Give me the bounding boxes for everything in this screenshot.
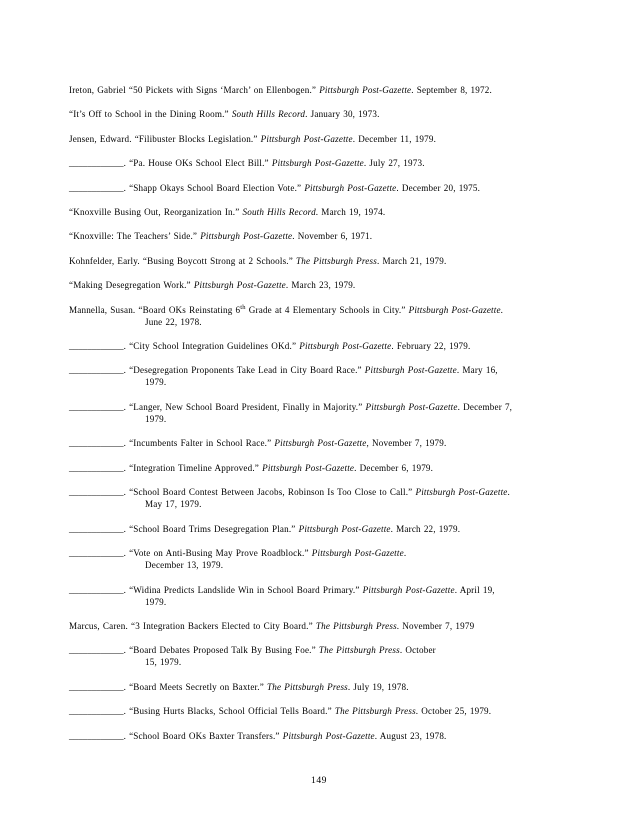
entry-source: South Hills Record <box>231 109 306 120</box>
entry-title: . “Integration Timeline Approved.” <box>123 462 263 473</box>
repeated-author-dash: ____________ <box>69 523 124 534</box>
bibliography-entry <box>69 84 569 96</box>
entry-source: Pittsburgh Post-Gazette <box>365 401 458 412</box>
bibliography-entry <box>69 681 569 693</box>
repeated-author-dash: ____________ <box>69 341 124 351</box>
bibliography-entry <box>69 133 569 145</box>
bibliography-entry <box>69 620 569 632</box>
bibliography-entry <box>69 182 569 194</box>
bibliography-entry <box>69 255 569 267</box>
bibliography-entry <box>69 584 569 608</box>
entry-date: . September 8, 1972. <box>411 85 492 95</box>
bibliography-entry <box>69 304 569 328</box>
entry-date: . Mary 16, <box>456 365 498 376</box>
repeated-author-dash: ____________ <box>69 462 124 473</box>
entry-date: . December 11, 1979. <box>352 133 437 144</box>
entry-title: . “Board Debates Proposed Talk By Busing Foe.” <box>123 645 319 656</box>
entry-title: . “School Board OKs Baxter Transfers.” <box>123 730 283 741</box>
entry-date: . December 7, <box>457 401 513 412</box>
entry-source: The Pittsburgh Press <box>315 620 397 631</box>
entry-date: . March 23, 1979. <box>285 280 356 291</box>
entry-title: “Filibuster Blocks Legislation.” <box>134 133 261 144</box>
entry-date: . <box>507 487 510 498</box>
repeated-author-dash: ____________ <box>69 548 124 559</box>
repeated-author-dash: ____________ <box>69 158 124 169</box>
bibliography-entry <box>69 206 569 218</box>
bibliography-entry <box>69 364 569 388</box>
entry-source: Pittsburgh Post-Gazette <box>262 462 355 473</box>
entry-date: . February 22, 1979. <box>391 341 471 351</box>
entry-date: . November 7, 1979 <box>396 620 475 631</box>
entry-source: Pittsburgh Post-Gazette <box>304 182 397 193</box>
entry-title_pre: “Board OKs Reinstating 6 <box>138 304 241 315</box>
entry-date: . <box>500 304 504 315</box>
entry-title: . “Widina Predicts Landslide Win in School Board Primary.” <box>123 584 363 595</box>
bibliography-entry <box>69 230 569 242</box>
entry-title: . “Board Meets Secretly on Baxter.” <box>123 681 267 692</box>
entry-source: The Pittsburgh Press <box>334 706 416 717</box>
entry-title: . “Desegregation Proponents Take Lead in City Board Race.” <box>123 365 365 376</box>
entry-source: The Pittsburgh Press <box>318 645 400 656</box>
bibliography-entry <box>69 437 569 449</box>
ordinal-superscript: th <box>240 303 246 311</box>
entry-date: . March 21, 1979. <box>376 255 447 266</box>
entry-title: “50 Pickets with Signs ‘March’ on Ellenbogen.” <box>128 85 320 95</box>
entry-continuation: May 17, 1979. <box>145 499 202 510</box>
entry-source: Pittsburgh Post-Gazette <box>362 584 455 595</box>
repeated-author-dash: ____________ <box>69 584 124 595</box>
entry-source: Pittsburgh Post-Gazette <box>319 85 412 95</box>
entry-title: . “City School Integration Guidelines OKd.” <box>123 341 300 351</box>
page-number: 149 <box>311 775 327 786</box>
entry-source: Pittsburgh Post-Gazette <box>260 133 353 144</box>
repeated-author-dash: ____________ <box>69 438 124 449</box>
entry-author: Jensen, Edward. <box>69 133 135 144</box>
entry-author: Mannella, Susan. <box>69 304 139 315</box>
bibliography-entry <box>69 523 569 535</box>
entry-date: . November 6, 1971. <box>292 231 373 242</box>
entry-source: Pittsburgh Post-Gazette <box>408 304 501 315</box>
entry-date: . October 25, 1979. <box>415 706 492 717</box>
entry-continuation: 1979. <box>145 413 167 424</box>
entry-title: . “Shapp Okays School Board Election Vote.” <box>123 182 305 193</box>
entry-continuation: December 13, 1979. <box>145 560 224 571</box>
entry-author: Kohnfelder, Early. <box>69 255 143 266</box>
bibliography-entry <box>69 486 569 510</box>
entry-title: . “Pa. House OKs School Elect Bill.” <box>123 158 272 169</box>
bibliography-entry <box>69 157 569 169</box>
entry-source: Pittsburgh Post-Gazette <box>274 438 367 449</box>
entry-date: . <box>403 548 407 559</box>
bibliography-entry <box>69 644 569 668</box>
entry-title: “Knoxville: The Teachers’ Side.” <box>69 231 201 242</box>
entry-title: “3 Integration Backers Elected to City Board.” <box>130 620 316 631</box>
repeated-author-dash: ____________ <box>69 401 124 412</box>
entry-continuation: June 22, 1978. <box>145 316 202 327</box>
entry-title: . “School Board Contest Between Jacobs, Robinson Is Too Close to Call.” <box>123 487 416 498</box>
repeated-author-dash: ____________ <box>69 487 124 498</box>
entry-continuation: 1979. <box>145 377 167 388</box>
repeated-author-dash: ____________ <box>69 706 124 717</box>
entry-date: . October <box>399 645 436 656</box>
entry-source: South Hills Record <box>242 206 316 217</box>
bibliography-entry-list <box>69 84 569 742</box>
entry-source: Pittsburgh Post-Gazette <box>200 231 293 242</box>
entry-title: . “Incumbents Falter in School Race.” <box>123 438 275 449</box>
repeated-author-dash: ____________ <box>69 730 124 741</box>
bibliography-entry <box>69 401 569 425</box>
repeated-author-dash: ____________ <box>69 645 124 656</box>
repeated-author-dash: ____________ <box>69 365 124 376</box>
entry-continuation: 1979. <box>145 596 167 607</box>
repeated-author-dash: ____________ <box>69 182 124 193</box>
entry-source: Pittsburgh Post-Gazette <box>282 730 375 741</box>
entry-source: The Pittsburgh Press <box>266 681 348 692</box>
entry-title: “Making Desegregation Work.” <box>69 280 194 291</box>
entry-date: . January 30, 1973. <box>305 109 380 120</box>
entry-date: . March 19, 1974. <box>315 206 386 217</box>
entry-title: . “Busing Hurts Blacks, School Official Tells Board.” <box>123 706 335 717</box>
entry-date: . July 19, 1978. <box>347 681 409 692</box>
bibliography-entry <box>69 340 569 352</box>
entry-title: . “School Board Trims Desegregation Plan.” <box>123 523 299 534</box>
entry-source: Pittsburgh Post-Gazette <box>364 365 457 376</box>
entry-date: . April 19, <box>454 584 495 595</box>
entry-source: Pittsburgh Post-Gazette <box>311 548 404 559</box>
entry-source: Pittsburgh Post-Gazette <box>299 341 392 351</box>
entry-date: . December 20, 1975. <box>396 182 481 193</box>
entry-source: Pittsburgh Post-Gazette <box>298 523 391 534</box>
repeated-author-dash: ____________ <box>69 681 124 692</box>
entry-continuation: 15, 1979. <box>145 657 182 668</box>
entry-source: Pittsburgh Post-Gazette <box>415 487 508 498</box>
bibliography-entry <box>69 705 569 717</box>
entry-source: Pittsburgh Post-Gazette <box>193 280 286 291</box>
entry-title: . “Langer, New School Board President, Finally in Majority.” <box>123 401 366 412</box>
entry-date: , November 7, 1979. <box>366 438 447 449</box>
bibliography-entry <box>69 279 569 291</box>
entry-source: The Pittsburgh Press <box>296 255 377 266</box>
entry-title: “It’s Off to School in the Dining Room.” <box>69 109 232 120</box>
entry-title: “Busing Boycott Strong at 2 Schools.” <box>142 255 297 266</box>
entry-title_post: Grade at 4 Elementary Schools in City.” <box>245 304 409 315</box>
entry-title: . “Vote on Anti-Busing May Prove Roadblock.” <box>123 548 312 559</box>
entry-author: Ireton, Gabriel <box>69 85 129 95</box>
entry-date: . March 22, 1979. <box>390 523 461 534</box>
bibliography-entry <box>69 462 569 474</box>
entry-date: . July 27, 1973. <box>363 158 425 169</box>
bibliography-entry <box>69 108 569 120</box>
bibliography-entry <box>69 730 569 742</box>
entry-date: . August 23, 1978. <box>374 730 447 741</box>
entry-title: “Knoxville Busing Out, Reorganization In.” <box>69 206 243 217</box>
entry-source: Pittsburgh Post-Gazette <box>271 158 364 169</box>
entry-author: Marcus, Caren. <box>69 620 131 631</box>
entry-date: . December 6, 1979. <box>354 462 434 473</box>
bibliography-entry <box>69 547 569 571</box>
